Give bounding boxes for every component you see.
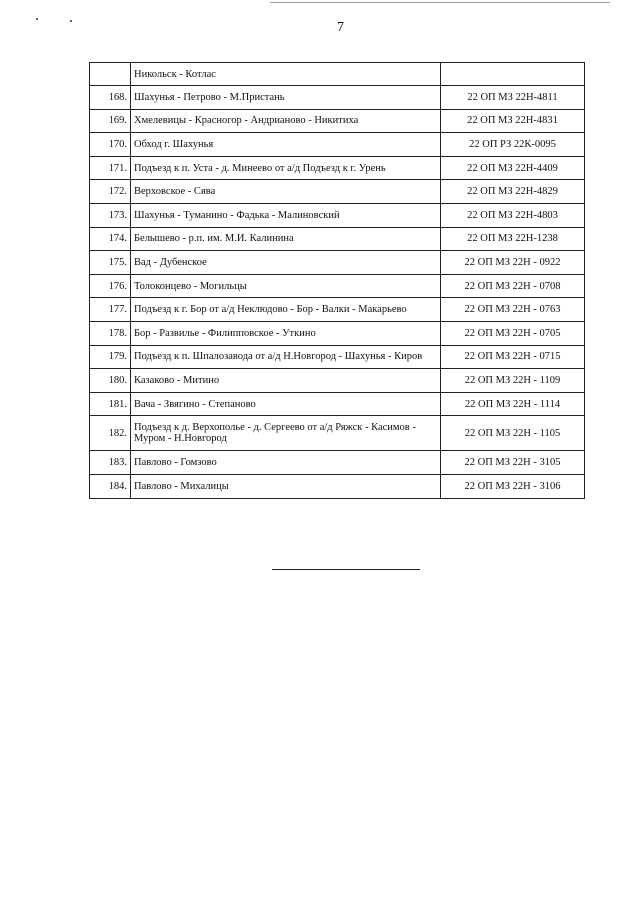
road-name: Бор - Развилье - Филипповское - Уткино <box>131 321 441 345</box>
table-row <box>90 345 585 369</box>
top-rule <box>270 2 610 3</box>
row-number: 177. <box>90 298 131 322</box>
table-row <box>90 369 585 393</box>
road-code: 22 ОП МЗ 22Н - 0763 <box>441 298 585 322</box>
road-code: 22 ОП МЗ 22Н-4803 <box>441 203 585 227</box>
table-row <box>90 251 585 275</box>
row-number: 175. <box>90 251 131 275</box>
road-name: Казаково - Митино <box>131 369 441 393</box>
row-number: 184. <box>90 474 131 498</box>
table-row <box>90 451 585 475</box>
road-code: 22 ОП МЗ 22Н - 0715 <box>441 345 585 369</box>
road-code <box>441 63 585 86</box>
row-number: 170. <box>90 133 131 157</box>
table-row <box>90 227 585 251</box>
table-row <box>90 180 585 204</box>
roads-table <box>89 62 585 499</box>
road-code: 22 ОП МЗ 22Н - 0705 <box>441 321 585 345</box>
row-number: 182. <box>90 416 131 451</box>
road-name: Белышево - р.п. им. М.И. Калинина <box>131 227 441 251</box>
row-number: 181. <box>90 392 131 416</box>
road-name: Подъезд к п. Шпалозавода от а/д Н.Новгород - Шахунья - Киров <box>131 345 441 369</box>
row-number: 183. <box>90 451 131 475</box>
table-row <box>90 416 585 451</box>
road-name: Павлово - Гомзово <box>131 451 441 475</box>
road-code: 22 ОП МЗ 22Н-4829 <box>441 180 585 204</box>
scan-speck <box>70 20 72 22</box>
road-code: 22 ОП МЗ 22Н - 3106 <box>441 474 585 498</box>
road-name: Павлово - Михалицы <box>131 474 441 498</box>
road-code: 22 ОП МЗ 22Н - 0708 <box>441 274 585 298</box>
road-name: Верховское - Сява <box>131 180 441 204</box>
row-number: 179. <box>90 345 131 369</box>
row-number: 176. <box>90 274 131 298</box>
road-name: Вача - Звягино - Степаново <box>131 392 441 416</box>
table-row <box>90 63 585 86</box>
road-code: 22 ОП МЗ 22Н-4409 <box>441 156 585 180</box>
road-name: Подъезд к д. Верхополье - д. Сергеево от а/д Ряжск - Касимов - Муром - Н.Новгород <box>131 416 441 451</box>
table-row <box>90 133 585 157</box>
row-number: 173. <box>90 203 131 227</box>
row-number: 180. <box>90 369 131 393</box>
table-row <box>90 109 585 133</box>
road-code: 22 ОП МЗ 22Н - 3105 <box>441 451 585 475</box>
row-number: 171. <box>90 156 131 180</box>
table-row <box>90 392 585 416</box>
row-number: 174. <box>90 227 131 251</box>
road-code: 22 ОП МЗ 22Н-4831 <box>441 109 585 133</box>
table-row <box>90 274 585 298</box>
road-code: 22 ОП РЗ 22К-0095 <box>441 133 585 157</box>
road-name: Обход г. Шахунья <box>131 133 441 157</box>
table-row <box>90 474 585 498</box>
road-code: 22 ОП МЗ 22Н-4811 <box>441 86 585 110</box>
road-code: 22 ОП МЗ 22Н-1238 <box>441 227 585 251</box>
signature-line <box>272 569 420 570</box>
road-code: 22 ОП МЗ 22Н - 1109 <box>441 369 585 393</box>
road-name: Никольск - Котлас <box>131 63 441 86</box>
road-name: Хмелевицы - Красногор - Андрианово - Никитиха <box>131 109 441 133</box>
table-row <box>90 86 585 110</box>
scan-speck <box>36 18 38 20</box>
row-number: 172. <box>90 180 131 204</box>
road-code: 22 ОП МЗ 22Н - 0922 <box>441 251 585 275</box>
row-number: 169. <box>90 109 131 133</box>
row-number <box>90 63 131 86</box>
row-number: 168. <box>90 86 131 110</box>
road-code: 22 ОП МЗ 22Н - 1114 <box>441 392 585 416</box>
table-row <box>90 321 585 345</box>
road-name: Подъезд к г. Бор от а/д Неклюдово - Бор - Валки - Макарьево <box>131 298 441 322</box>
table-row <box>90 203 585 227</box>
road-name: Шахунья - Туманино - Фадька - Малиновский <box>131 203 441 227</box>
road-name: Шахунья - Петрово - М.Пристань <box>131 86 441 110</box>
row-number: 178. <box>90 321 131 345</box>
road-code: 22 ОП МЗ 22Н - 1105 <box>441 416 585 451</box>
road-name: Толоконцево - Могильцы <box>131 274 441 298</box>
page-number: 7 <box>337 20 344 35</box>
table-row <box>90 156 585 180</box>
road-name: Вад - Дубенское <box>131 251 441 275</box>
table-row <box>90 298 585 322</box>
road-name: Подъезд к п. Уста - д. Минеево от а/д Подъезд к г. Урень <box>131 156 441 180</box>
